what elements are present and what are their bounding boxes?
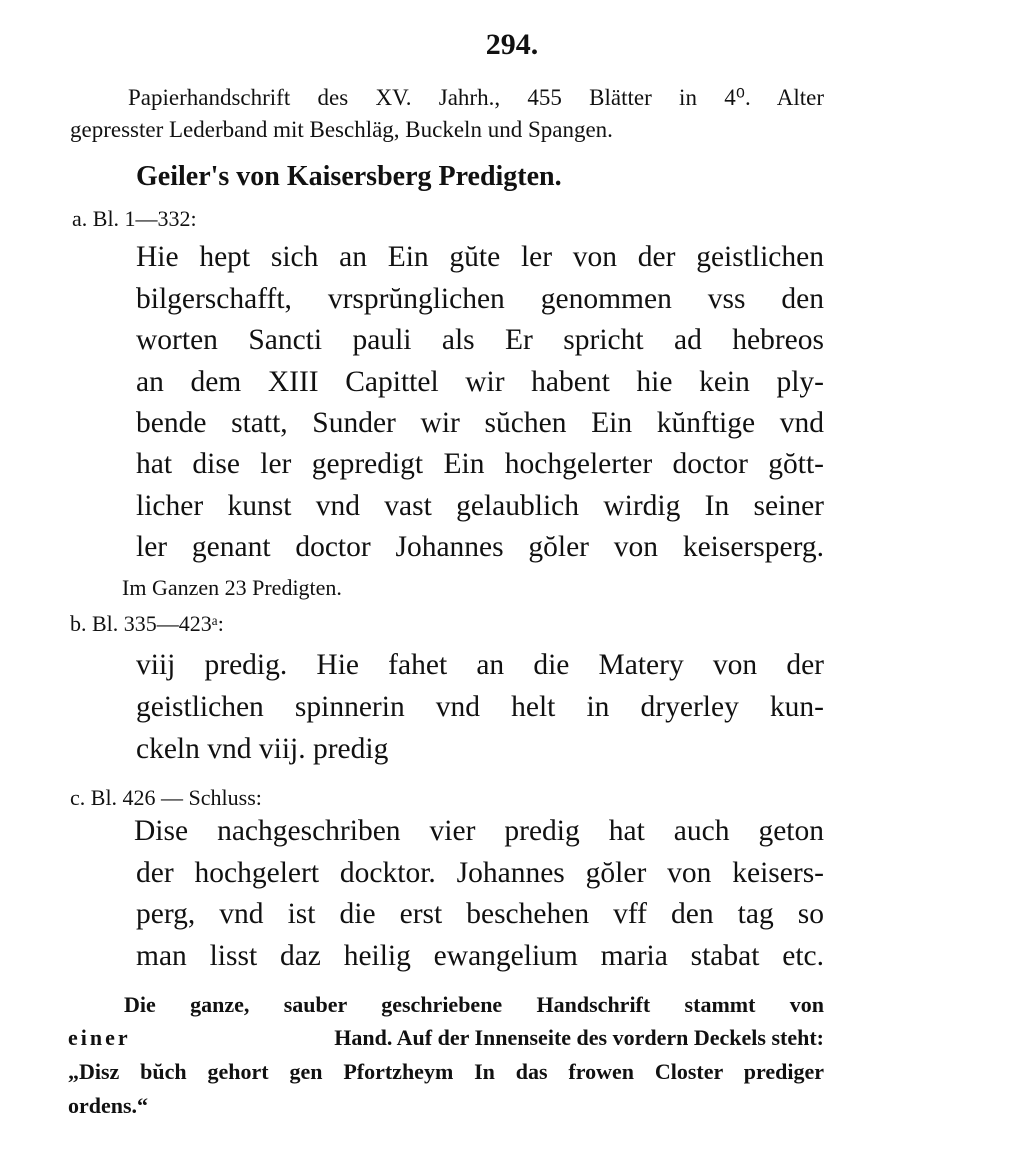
section-c-label: c. Bl. 426 — Schluss:	[70, 785, 262, 810]
closing-line-3: „Disz bŭch gehort gen Pfortzheym In das frowen Closter prediger	[68, 1059, 824, 1084]
section-a-line-2: bilgerschafft, vrsprŭnglichen genommen vss den	[136, 283, 824, 315]
section-b-line-2: geistlichen spinnerin vnd helt in dryerley kun-	[136, 691, 824, 723]
description-line-1: Papierhandschrift des XV. Jahrh., 455 Blätter in 4⁰. Alter	[128, 85, 824, 110]
section-c-line-2: der hochgelert docktor. Johannes gŏler von keisers-	[136, 857, 824, 889]
section-a-label: a. Bl. 1—332:	[72, 206, 197, 231]
closing-line-2-rest: Hand. Auf der Innenseite des vordern Deckels steht:	[334, 1025, 824, 1050]
section-a-line-1: Hie hept sich an Ein gŭte ler von der geistlichen	[136, 241, 824, 273]
manuscript-title: Geiler's von Kaisersberg Predigten.	[136, 161, 562, 192]
closing-line-1: Die ganze, sauber geschriebene Handschrift stammt von	[124, 992, 824, 1017]
description-line-2: gepresster Lederband mit Beschläg, Buckeln und Spangen.	[70, 117, 613, 142]
section-a-line-5: bende statt, Sunder wir sŭchen Ein kŭnftige vnd	[136, 407, 824, 439]
section-c-line-3: perg, vnd ist die erst beschehen vff den tag so	[136, 898, 824, 930]
section-a-note: Im Ganzen 23 Predigten.	[122, 575, 342, 600]
page-number: 294.	[485, 28, 539, 61]
section-c-line-1: Dise nachgeschriben vier predig hat auch geton	[134, 815, 824, 847]
section-b-line-1: viij predig. Hie fahet an die Matery von der	[136, 649, 824, 681]
section-a-line-7: licher kunst vnd vast gelaublich wirdig In seiner	[136, 490, 824, 522]
closing-spaced-word: einer	[68, 1025, 131, 1050]
section-a-line-8: ler genant doctor Johannes gŏler von keisersperg.	[136, 531, 824, 563]
closing-line-4: ordens.“	[68, 1093, 149, 1118]
section-a-line-3: worten Sancti pauli als Er spricht ad hebreos	[136, 324, 824, 356]
closing-line-2	[68, 1027, 824, 1049]
section-b-line-3: ckeln vnd viij. predig	[136, 733, 389, 765]
section-c-line-4: man lisst daz heilig ewangelium maria stabat etc.	[136, 940, 824, 972]
section-b-label: b. Bl. 335—423ᵃ:	[70, 611, 224, 636]
section-a-line-6: hat dise ler gepredigt Ein hochgelerter doctor gŏtt-	[136, 448, 824, 480]
section-a-line-4: an dem XIII Capittel wir habent hie kein ply-	[136, 366, 824, 398]
